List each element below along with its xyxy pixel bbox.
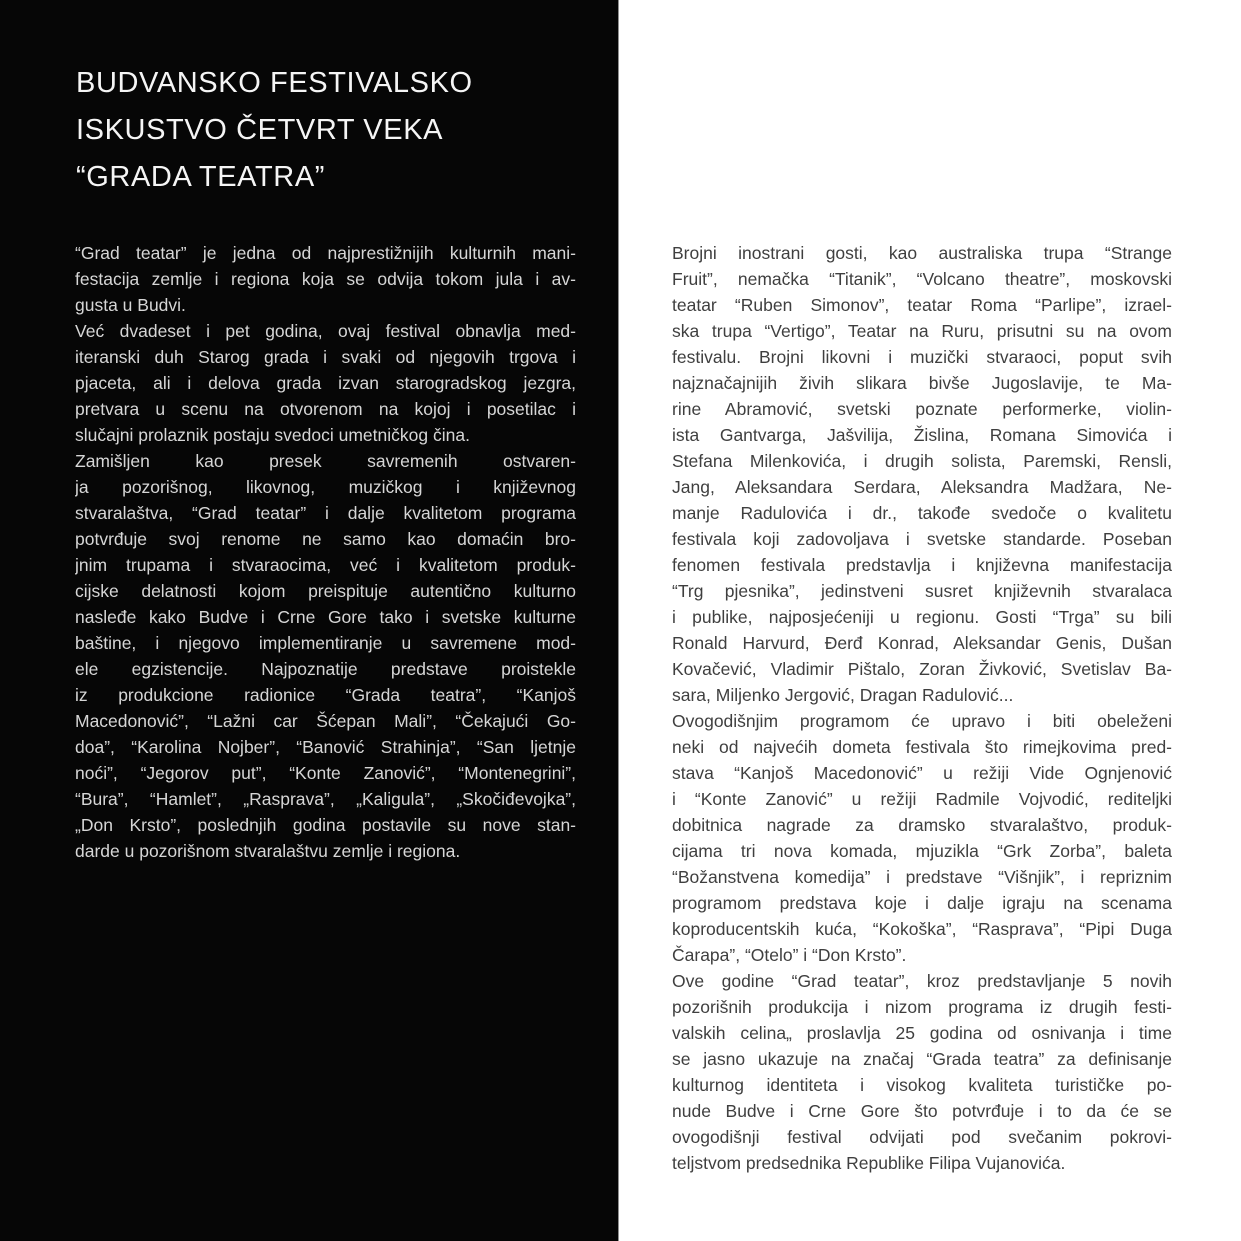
text-line: pozorišnih produkcija i nizom programa iz drugih festi- <box>672 997 1172 1017</box>
text-line: cijske delatnosti kojom preispituje autentično kulturno <box>75 581 576 601</box>
text-line: Stefana Milenkovića, i drugih solista, Paremski, Rensli, <box>672 451 1172 471</box>
text-line: ovogodišnji festival odvijati pod svečanim pokrovi- <box>672 1127 1172 1147</box>
text-line: rine Abramović, svetski poznate performerke, violin- <box>672 399 1172 419</box>
text-line: darde u pozorišnom stvaralaštvu zemlje i regiona. <box>75 841 461 861</box>
text-line: fenomen festivala predstavlja i književna manifestacija <box>672 555 1172 575</box>
text-line: potvrđuje svoj renome ne samo kao domaćin bro- <box>75 529 576 549</box>
text-line: slučajni prolaznik postaju svedoci umetničkog čina. <box>75 425 470 445</box>
text-line: gusta u Budvi. <box>75 295 186 315</box>
text-line: ele egzistencije. Najpoznatije predstave proistekle <box>75 659 576 679</box>
text-line: Ovogodišnjim programom će upravo i biti obeleženi <box>672 711 1172 731</box>
title-line: “GRADA TEATRA” <box>76 161 326 193</box>
text-line: “Trg pjesnika”, jedinstveni susret književnih stvaralaca <box>672 581 1172 601</box>
text-line: sara, Miljenko Jergović, Dragan Radulović... <box>672 685 1014 705</box>
text-line: teljstvom predsednika Republike Filipa Vujanovića. <box>672 1153 1066 1173</box>
text-line: festivalu. Brojni likovni i muzički stvaraoci, poput svih <box>672 347 1172 367</box>
text-line: kulturnog identiteta i visokog kvaliteta turističke po- <box>672 1075 1172 1095</box>
paragraph <box>75 318 576 448</box>
paragraph <box>75 448 576 864</box>
left-panel <box>0 0 619 1241</box>
text-line: i “Konte Zanović” u režiji Radmile Vojvodić, rediteljki <box>672 789 1172 809</box>
text-line: nude Budve i Crne Gore što potvrđuje i to da će se <box>672 1101 1172 1121</box>
text-line: festacija zemlje i regiona koja se odvija tokom jula i av- <box>75 269 576 289</box>
text-line: neki od najvećih dometa festivala što rimejkovima pred- <box>672 737 1172 757</box>
text-line: Brojni inostrani gosti, kao australiska trupa “Strange <box>672 243 1172 263</box>
text-line: iteranski duh Starog grada i svaki od njegovih trgova i <box>75 347 576 367</box>
text-line: Kovačević, Vladimir Pištalo, Zoran Živković, Svetislav Ba- <box>672 659 1172 679</box>
text-line: Već dvadeset i pet godina, ovaj festival obnavlja med- <box>75 321 576 341</box>
text-line: Ronald Harvurd, Đerđ Konrad, Aleksandar Genis, Dušan <box>672 633 1172 653</box>
text-line: cijama tri nova komada, mjuzikla “Grk Zorba”, baleta <box>672 841 1172 861</box>
text-line: programom predstava koje i dalje igraju na scenama <box>672 893 1172 913</box>
right-column-text <box>672 240 1172 1176</box>
text-line: pjaceta, ali i delova grada izvan starogradskog jezgra, <box>75 373 576 393</box>
title-line: BUDVANSKO FESTIVALSKO <box>76 67 473 99</box>
text-line: ska trupa “Vertigo”, Teatar na Ruru, prisutni su na ovom <box>672 321 1172 341</box>
text-line: ista Gantvarga, Jašvilija, Žislina, Romana Simovića i <box>672 425 1172 445</box>
text-line: Fruit”, nemačka “Titanik”, “Volcano theatre”, moskovski <box>672 269 1172 289</box>
text-line: pretvara u scenu na otvorenom na kojoj i posetilac i <box>75 399 576 419</box>
text-line: iz produkcione radionice “Grada teatra”, “Kanjoš <box>75 685 576 705</box>
text-line: stava “Kanjoš Macedonović” u režiji Vide Ognjenović <box>672 763 1172 783</box>
paragraph <box>75 240 576 318</box>
text-line: Čarapa”, “Otelo” i “Don Krsto”. <box>672 945 907 965</box>
text-line: Zamišljen kao presek savremenih ostvaren- <box>75 451 576 471</box>
text-line: “Grad teatar” je jedna od najprestižnijih kulturnih mani- <box>75 243 576 263</box>
text-line: doa”, “Karolina Nojber”, “Banović Strahinja”, “San ljetnje <box>75 737 576 757</box>
text-line: “Bura”, “Hamlet”, „Rasprava”, „Kaligula”, „Skočiđevojka”, <box>75 789 576 809</box>
text-line: “Božanstvena komedija” i predstave “Višnjik”, i repriznim <box>672 867 1172 887</box>
paragraph <box>672 240 1172 708</box>
text-line: manje Radulovića i dr., takođe svedoče o kvalitetu <box>672 503 1172 523</box>
left-column-text <box>75 240 576 864</box>
paragraph <box>672 968 1172 1176</box>
right-panel <box>620 0 1241 1241</box>
text-line: stvaralaštva, “Grad teatar” i dalje kvalitetom programa <box>75 503 576 523</box>
text-line: noći”, “Jegorov put”, “Konte Zanović”, “Montenegrini”, <box>75 763 576 783</box>
text-line: teatar “Ruben Simonov”, teatar Roma “Parlipe”, izrael- <box>672 295 1172 315</box>
text-line: najznačajnijih živih slikara bivše Jugoslavije, te Ma- <box>672 373 1172 393</box>
page-title <box>76 60 473 201</box>
text-line: festivala koji zadovoljava i svetske standarde. Poseban <box>672 529 1172 549</box>
text-line: Jang, Aleksandara Serdara, Aleksandra Madžara, Ne- <box>672 477 1172 497</box>
text-line: „Don Krsto”, poslednjih godina postavile su nove stan- <box>75 815 576 835</box>
text-line: valskih celina„ proslavlja 25 godina od osnivanja i time <box>672 1023 1172 1043</box>
text-line: i publike, najposjećeniji u regionu. Gosti “Trga” su bili <box>672 607 1172 627</box>
text-line: jnim trupama i stvaraocima, već i kvalitetom produk- <box>75 555 576 575</box>
paragraph <box>672 708 1172 968</box>
text-line: se jasno ukazuje na značaj “Grada teatra” za definisanje <box>672 1049 1172 1069</box>
text-line: dobitnica nagrade za dramsko stvaralaštvo, produk- <box>672 815 1172 835</box>
text-line: Macedonović”, “Lažni car Šćepan Mali”, “Čekajući Go- <box>75 711 576 731</box>
text-line: nasleđe kako Budve i Crne Gore tako i svetske kulturne <box>75 607 576 627</box>
text-line: ja pozorišnog, likovnog, muzičkog i književnog <box>75 477 576 497</box>
text-line: koproducentskih kuća, “Kokoška”, “Rasprava”, “Pipi Duga <box>672 919 1172 939</box>
text-line: Ove godine “Grad teatar”, kroz predstavljanje 5 novih <box>672 971 1172 991</box>
title-line: ISKUSTVO ČETVRT VEKA <box>76 114 444 146</box>
text-line: baštine, i njegovo implementiranje u savremene mod- <box>75 633 576 653</box>
